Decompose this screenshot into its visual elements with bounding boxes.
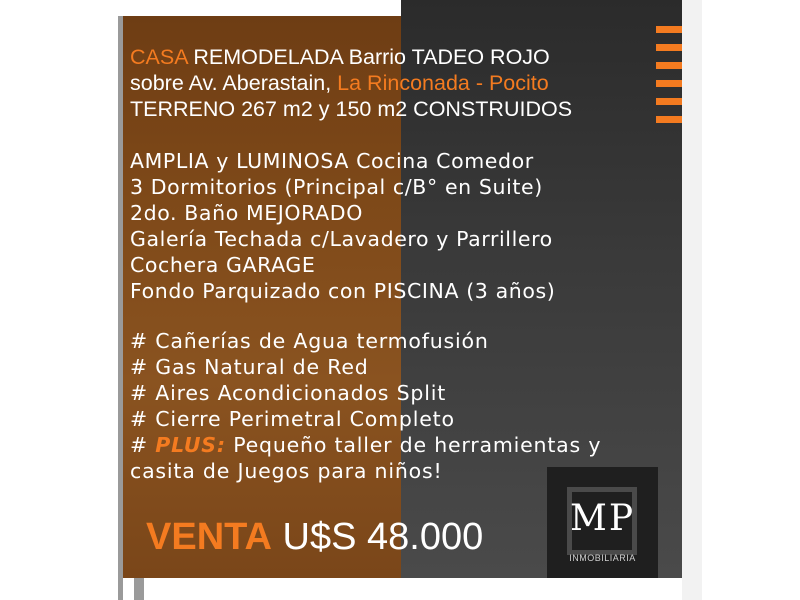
amenity-item: # Gas Natural de Red	[130, 355, 369, 379]
plus-text: Pequeño taller de herramientas y	[225, 433, 602, 457]
amenity-item: # Aires Acondicionados Split	[130, 381, 447, 405]
mp-logo	[547, 467, 658, 578]
feature-item: Cochera GARAGE	[130, 253, 316, 277]
address-text: sobre Av. Aberastain,	[130, 71, 338, 95]
location-text: La Rinconada - Pocito	[337, 71, 549, 95]
amenity-item: # Cierre Perimetral Completo	[130, 407, 455, 431]
headline-line-1	[130, 44, 572, 70]
price-amount: U$S 48.000	[271, 516, 484, 558]
feature-item: AMPLIA y LUMINOSA Cocina Comedor	[130, 149, 534, 173]
amenity-item: # Cañerías de Agua termofusión	[130, 329, 489, 353]
headline-block	[130, 44, 572, 122]
feature-item: Fondo Parquizado con PISCINA (3 años)	[130, 279, 556, 303]
bottom-white-gap	[401, 578, 682, 600]
price-line	[146, 512, 483, 562]
feature-item: 2do. Baño MEJORADO	[130, 201, 363, 225]
plus-label: PLUS:	[155, 433, 226, 457]
frame-left-border	[118, 16, 123, 600]
right-edge-margin	[682, 0, 702, 600]
logo-letters: MP	[569, 498, 636, 539]
headline-line-3: TERRENO 267 m2 y 150 m2 CONSTRUIDOS	[130, 97, 573, 121]
casa-word: CASA	[130, 45, 188, 69]
logo-subtitle: INMOBILIARIA	[569, 553, 636, 563]
headline-line-1-rest: REMODELADA Barrio TADEO ROJO	[187, 45, 550, 69]
feature-item: 3 Dormitorios (Principal c/B° en Suite)	[130, 175, 543, 199]
feature-item: Galería Techada c/Lavadero y Parrillero	[130, 227, 553, 251]
bottom-gray-strip	[134, 578, 144, 600]
features-block	[130, 148, 555, 304]
sale-label: VENTA	[146, 516, 272, 558]
headline-line-2	[130, 70, 572, 96]
plus-prefix: #	[130, 433, 156, 457]
plus-line	[130, 432, 601, 458]
amenities-block	[130, 328, 601, 484]
plus-continuation: casita de Juegos para niños!	[130, 459, 443, 483]
